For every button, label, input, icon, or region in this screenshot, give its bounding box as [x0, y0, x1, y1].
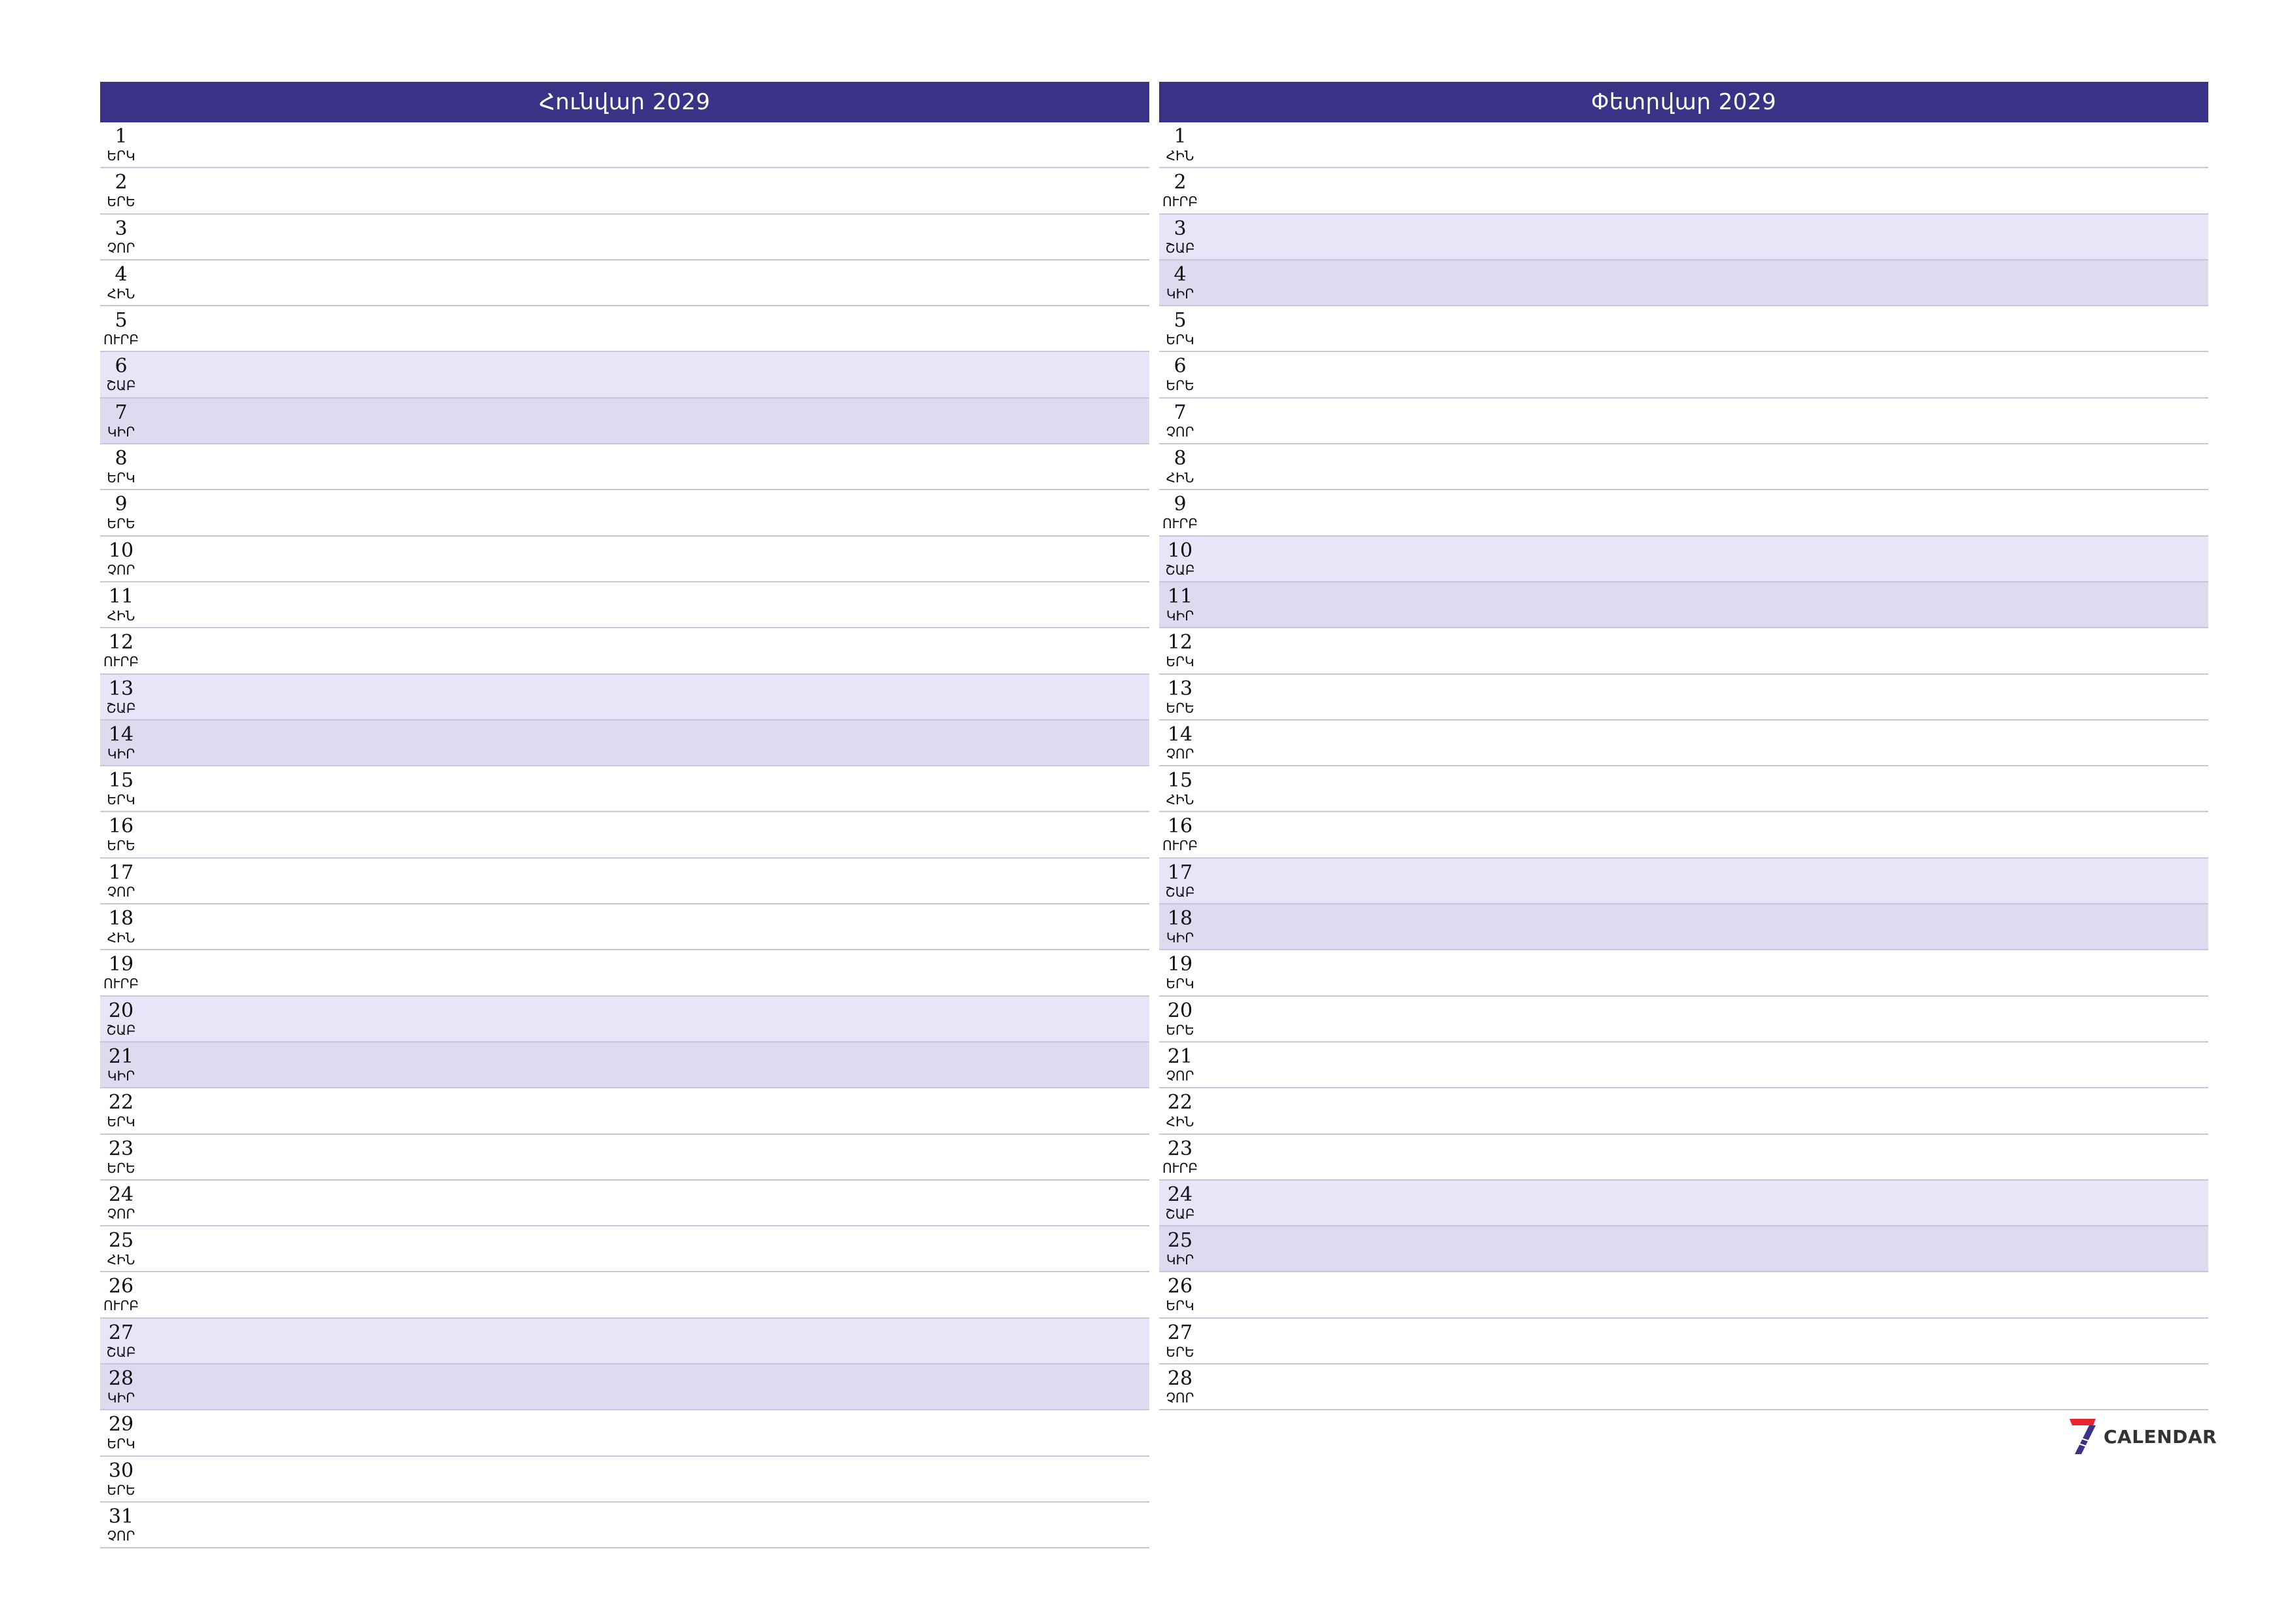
day-number: 2 [1174, 171, 1187, 194]
day-row [100, 1319, 1149, 1364]
weekday-label: ՀԻՆ [1166, 470, 1194, 486]
weekday-label: ԵՐԿ [1166, 332, 1194, 348]
day-number: 6 [115, 355, 128, 378]
weekday-label: ԵՐԵ [1166, 378, 1194, 394]
weekday-label: ՈՒՐԲ [1162, 194, 1198, 210]
day-number: 12 [108, 631, 134, 654]
day-row [1159, 537, 2208, 582]
day-list [1159, 122, 2208, 1410]
day-number: 8 [115, 447, 128, 471]
day-row [1159, 1135, 2208, 1181]
day-row [100, 582, 1149, 628]
weekday-label: ԿԻՐ [1166, 930, 1194, 946]
day-number: 25 [108, 1229, 134, 1253]
day-row [100, 490, 1149, 536]
weekday-label: ՇԱԲ [106, 378, 136, 394]
day-number: 17 [108, 861, 134, 884]
day-number: 24 [108, 1183, 134, 1206]
day-row [1159, 766, 2208, 812]
day-number: 22 [1167, 1091, 1193, 1115]
weekday-label: ՉՈՐ [107, 1205, 135, 1222]
weekday-label: ՇԱԲ [106, 1022, 136, 1038]
day-row [100, 1226, 1149, 1272]
weekday-label: ՀԻՆ [1166, 792, 1194, 808]
day-row [1159, 306, 2208, 352]
day-number: 7 [1174, 401, 1187, 424]
day-row [1159, 215, 2208, 260]
weekday-label: ԵՐԵ [1166, 1022, 1194, 1038]
day-number: 15 [108, 769, 134, 793]
day-number: 16 [108, 815, 134, 838]
day-row [100, 1272, 1149, 1318]
day-number: 20 [108, 999, 134, 1022]
day-number: 28 [1167, 1367, 1193, 1391]
day-row [1159, 1319, 2208, 1364]
day-number: 11 [108, 584, 134, 608]
day-row [1159, 260, 2208, 306]
weekday-label: ՈՒՐԲ [1162, 516, 1198, 532]
day-row [1159, 122, 2208, 168]
weekday-label: ՉՈՐ [107, 240, 135, 256]
day-number: 22 [108, 1091, 134, 1115]
day-row [100, 812, 1149, 858]
day-number: 26 [1167, 1275, 1193, 1298]
day-row [1159, 675, 2208, 721]
weekday-label: ՇԱԲ [106, 700, 136, 716]
day-row [100, 950, 1149, 996]
day-row [1159, 1226, 2208, 1272]
day-row [1159, 444, 2208, 490]
day-number: 9 [1174, 493, 1187, 516]
weekday-label: ՈՒՐԲ [103, 332, 139, 348]
day-row [1159, 997, 2208, 1043]
day-number: 21 [108, 1044, 134, 1068]
day-row [1159, 490, 2208, 536]
day-number: 6 [1174, 355, 1187, 378]
day-row [1159, 1088, 2208, 1134]
day-number: 3 [1174, 217, 1187, 240]
weekday-label: ՀԻՆ [1166, 1114, 1194, 1130]
day-row [100, 1364, 1149, 1410]
day-row [100, 352, 1149, 398]
day-number: 2 [115, 171, 128, 194]
day-number: 16 [1167, 815, 1193, 838]
weekday-label: ՉՈՐ [107, 883, 135, 900]
day-row [100, 444, 1149, 490]
day-row [1159, 1364, 2208, 1410]
day-row [1159, 721, 2208, 766]
weekday-label: ՉՈՐ [1166, 1390, 1194, 1406]
day-number: 1 [1174, 125, 1187, 148]
weekday-label: ՈՒՐԲ [103, 1298, 139, 1314]
day-number: 10 [1167, 539, 1193, 562]
seven-calendar-logo-icon [2067, 1418, 2097, 1455]
day-number: 14 [108, 722, 134, 746]
day-row [1159, 812, 2208, 858]
day-row [100, 215, 1149, 260]
weekday-label: ՇԱԲ [1165, 1205, 1195, 1222]
day-number: 10 [108, 539, 134, 562]
day-row [100, 1043, 1149, 1088]
weekday-label: ՀԻՆ [107, 930, 135, 946]
weekday-label: ԵՐԵ [107, 1160, 135, 1176]
day-number: 3 [115, 217, 128, 240]
weekday-label: ՉՈՐ [107, 1527, 135, 1544]
weekday-label: ՀԻՆ [107, 1252, 135, 1268]
day-row [100, 260, 1149, 306]
day-number: 30 [108, 1459, 134, 1482]
day-number: 9 [115, 493, 128, 516]
day-number: 7 [115, 401, 128, 424]
day-number: 20 [1167, 999, 1193, 1022]
weekday-label: ԿԻՐ [1166, 285, 1194, 302]
weekday-label: ԵՐԵ [1166, 700, 1194, 716]
weekday-label: ՈՒՐԲ [103, 654, 139, 670]
day-row [100, 766, 1149, 812]
day-number: 5 [115, 309, 128, 332]
day-row [1159, 1181, 2208, 1226]
weekday-label: ԵՐԿ [1166, 654, 1194, 670]
day-row [1159, 582, 2208, 628]
day-row [100, 675, 1149, 721]
day-number: 19 [108, 953, 134, 976]
day-row [100, 1181, 1149, 1226]
month-calendar-february [1159, 82, 2208, 1410]
day-number: 27 [108, 1321, 134, 1344]
weekday-label: ՇԱԲ [1165, 562, 1195, 578]
weekday-label: ԵՐԿ [107, 148, 135, 164]
weekday-label: ԵՐԵ [107, 838, 135, 854]
day-number: 18 [1167, 907, 1193, 931]
weekday-label: ՀԻՆ [107, 607, 135, 624]
day-number: 23 [1167, 1137, 1193, 1160]
weekday-label: ԿԻՐ [107, 1067, 135, 1084]
weekday-label: ԵՐԵ [107, 1482, 135, 1498]
day-row [100, 628, 1149, 674]
weekday-label: ՈՒՐԲ [1162, 838, 1198, 854]
weekday-label: ԿԻՐ [107, 1390, 135, 1406]
day-row [1159, 399, 2208, 444]
day-number: 1 [115, 125, 128, 148]
day-row [1159, 904, 2208, 950]
day-number: 27 [1167, 1321, 1193, 1344]
day-row [100, 306, 1149, 352]
weekday-label: ԿԻՐ [107, 745, 135, 762]
weekday-label: ԵՐԵ [107, 516, 135, 532]
day-row [100, 1410, 1149, 1456]
weekday-label: ՇԱԲ [106, 1344, 136, 1360]
day-number: 24 [1167, 1183, 1193, 1206]
day-row [100, 399, 1149, 444]
day-row [100, 1088, 1149, 1134]
month-calendar-january [100, 82, 1149, 1548]
weekday-label: ԵՐԿ [107, 792, 135, 808]
day-number: 17 [1167, 861, 1193, 884]
day-row [100, 168, 1149, 214]
weekday-label: ՇԱԲ [1165, 883, 1195, 900]
day-row [1159, 1043, 2208, 1088]
weekday-label: ԵՐԿ [1166, 1298, 1194, 1314]
weekday-label: ԵՐԿ [107, 470, 135, 486]
day-row [100, 997, 1149, 1043]
month-title: Փետրվար 2029 [1159, 82, 2208, 122]
day-row [100, 904, 1149, 950]
day-row [1159, 859, 2208, 904]
day-number: 23 [108, 1137, 134, 1160]
day-number: 19 [1167, 953, 1193, 976]
day-row [100, 1503, 1149, 1548]
day-number: 4 [1174, 262, 1187, 286]
weekday-label: ԵՐԵ [107, 194, 135, 210]
day-number: 21 [1167, 1044, 1193, 1068]
day-number: 11 [1167, 584, 1193, 608]
day-row [1159, 950, 2208, 996]
weekday-label: ՀԻՆ [107, 285, 135, 302]
weekday-label: ՇԱԲ [1165, 240, 1195, 256]
day-number: 18 [108, 907, 134, 931]
day-number: 25 [1167, 1229, 1193, 1253]
day-row [100, 859, 1149, 904]
day-list [100, 122, 1149, 1548]
calendar-logo [2067, 1417, 2217, 1456]
weekday-label: ՉՈՐ [1166, 1067, 1194, 1084]
day-row [100, 537, 1149, 582]
weekday-label: ԵՐԿ [1166, 976, 1194, 992]
day-number: 28 [108, 1367, 134, 1391]
weekday-label: ԿԻՐ [1166, 607, 1194, 624]
day-number: 29 [108, 1413, 134, 1436]
weekday-label: ՈՒՐԲ [1162, 1160, 1198, 1176]
day-number: 26 [108, 1275, 134, 1298]
weekday-label: ՈՒՐԲ [103, 976, 139, 992]
weekday-label: ՉՈՐ [1166, 745, 1194, 762]
weekday-label: ՉՈՐ [1166, 423, 1194, 440]
weekday-label: ՀԻՆ [1166, 148, 1194, 164]
day-number: 12 [1167, 631, 1193, 654]
day-number: 15 [1167, 769, 1193, 793]
weekday-label: ՉՈՐ [107, 562, 135, 578]
day-number: 8 [1174, 447, 1187, 471]
month-title: Հունվար 2029 [100, 82, 1149, 122]
day-row [1159, 352, 2208, 398]
day-number: 4 [115, 262, 128, 286]
day-row [100, 1457, 1149, 1503]
day-number: 5 [1174, 309, 1187, 332]
day-number: 14 [1167, 722, 1193, 746]
day-row [100, 1135, 1149, 1181]
logo-text: CALENDAR [2104, 1425, 2217, 1448]
weekday-label: ԵՐԵ [1166, 1344, 1194, 1360]
weekday-label: ԵՐԿ [107, 1114, 135, 1130]
weekday-label: ԵՐԿ [107, 1436, 135, 1452]
day-row [100, 122, 1149, 168]
day-row [1159, 628, 2208, 674]
weekday-label: ԿԻՐ [107, 423, 135, 440]
day-row [1159, 168, 2208, 214]
weekday-label: ԿԻՐ [1166, 1252, 1194, 1268]
day-row [100, 721, 1149, 766]
day-number: 31 [108, 1505, 134, 1528]
day-number: 13 [1167, 677, 1193, 700]
day-number: 13 [108, 677, 134, 700]
day-row [1159, 1272, 2208, 1318]
